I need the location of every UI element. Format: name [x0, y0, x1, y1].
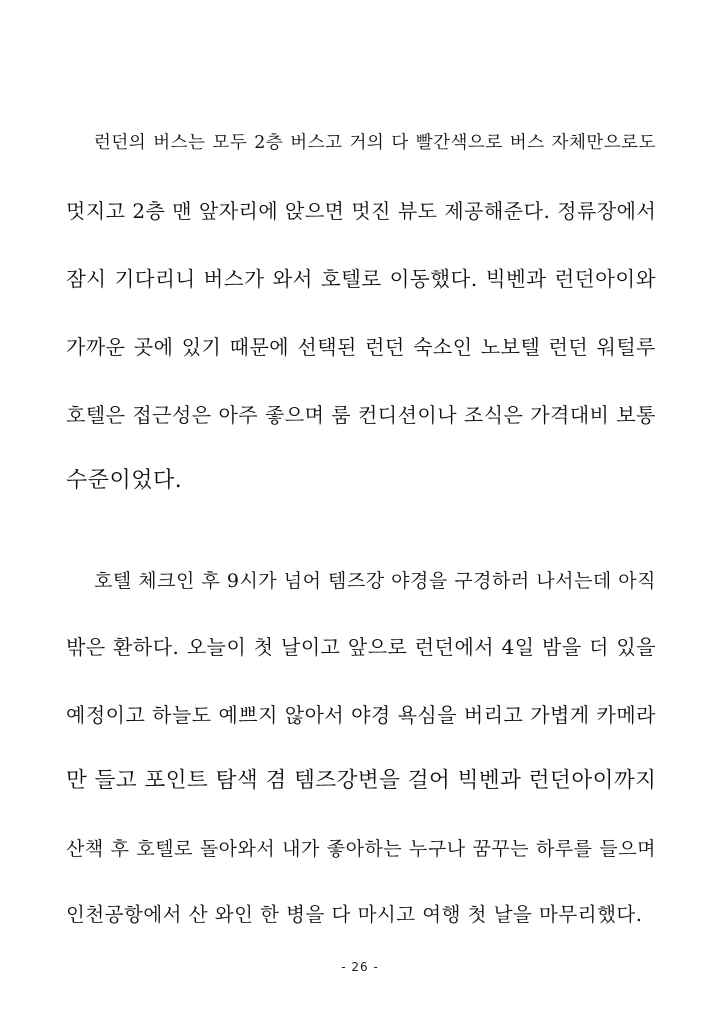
paragraph-2-line-4: 만 들고 포인트 탐색 겸 템즈강변을 걸어 빅벤과 런던아이까지: [66, 768, 657, 793]
paragraph-1-line-6: 수준이었다.: [66, 468, 183, 493]
paragraph-2-line-5: 산책 후 호텔로 돌아와서 내가 좋아하는 누구나 꿈꾸는 하루를 들으며: [66, 838, 656, 860]
paragraph-1-line-2: 멋지고 2층 맨 앞자리에 앉으면 멋진 뷰도 제공해준다. 정류장에서: [66, 199, 657, 223]
paragraph-2-line-6: 인천공항에서 산 와인 한 병을 다 마시고 여행 첫 날을 마무리했다.: [66, 903, 643, 926]
paragraph-1-line-4: 가까운 곳에 있기 때문에 선택된 런던 숙소인 노보텔 런던 워털루: [66, 335, 656, 359]
paragraph-1-line-5: 호텔은 접근성은 아주 좋으며 룸 컨디션이나 조식은 가격대비 보통: [66, 403, 656, 427]
paragraph-2-line-3: 예정이고 하늘도 예쁘지 않아서 야경 욕심을 버리고 가볍게 카메라: [66, 703, 656, 727]
paragraph-2-line-1: 호텔 체크인 후 9시가 넘어 템즈강 야경을 구경하러 나서는데 아직: [94, 570, 656, 592]
paragraph-1-line-3: 잠시 기다리니 버스가 와서 호텔로 이동했다. 빅벤과 런던아이와: [66, 267, 656, 291]
paragraph-1-line-1: 런던의 버스는 모두 2층 버스고 거의 다 빨간색으로 버스 자체만으로도: [94, 133, 656, 153]
page-number: - 26 -: [341, 960, 379, 974]
paragraph-2-line-2: 밖은 환하다. 오늘이 첫 날이고 앞으로 런던에서 4일 밤을 더 있을: [66, 635, 656, 659]
